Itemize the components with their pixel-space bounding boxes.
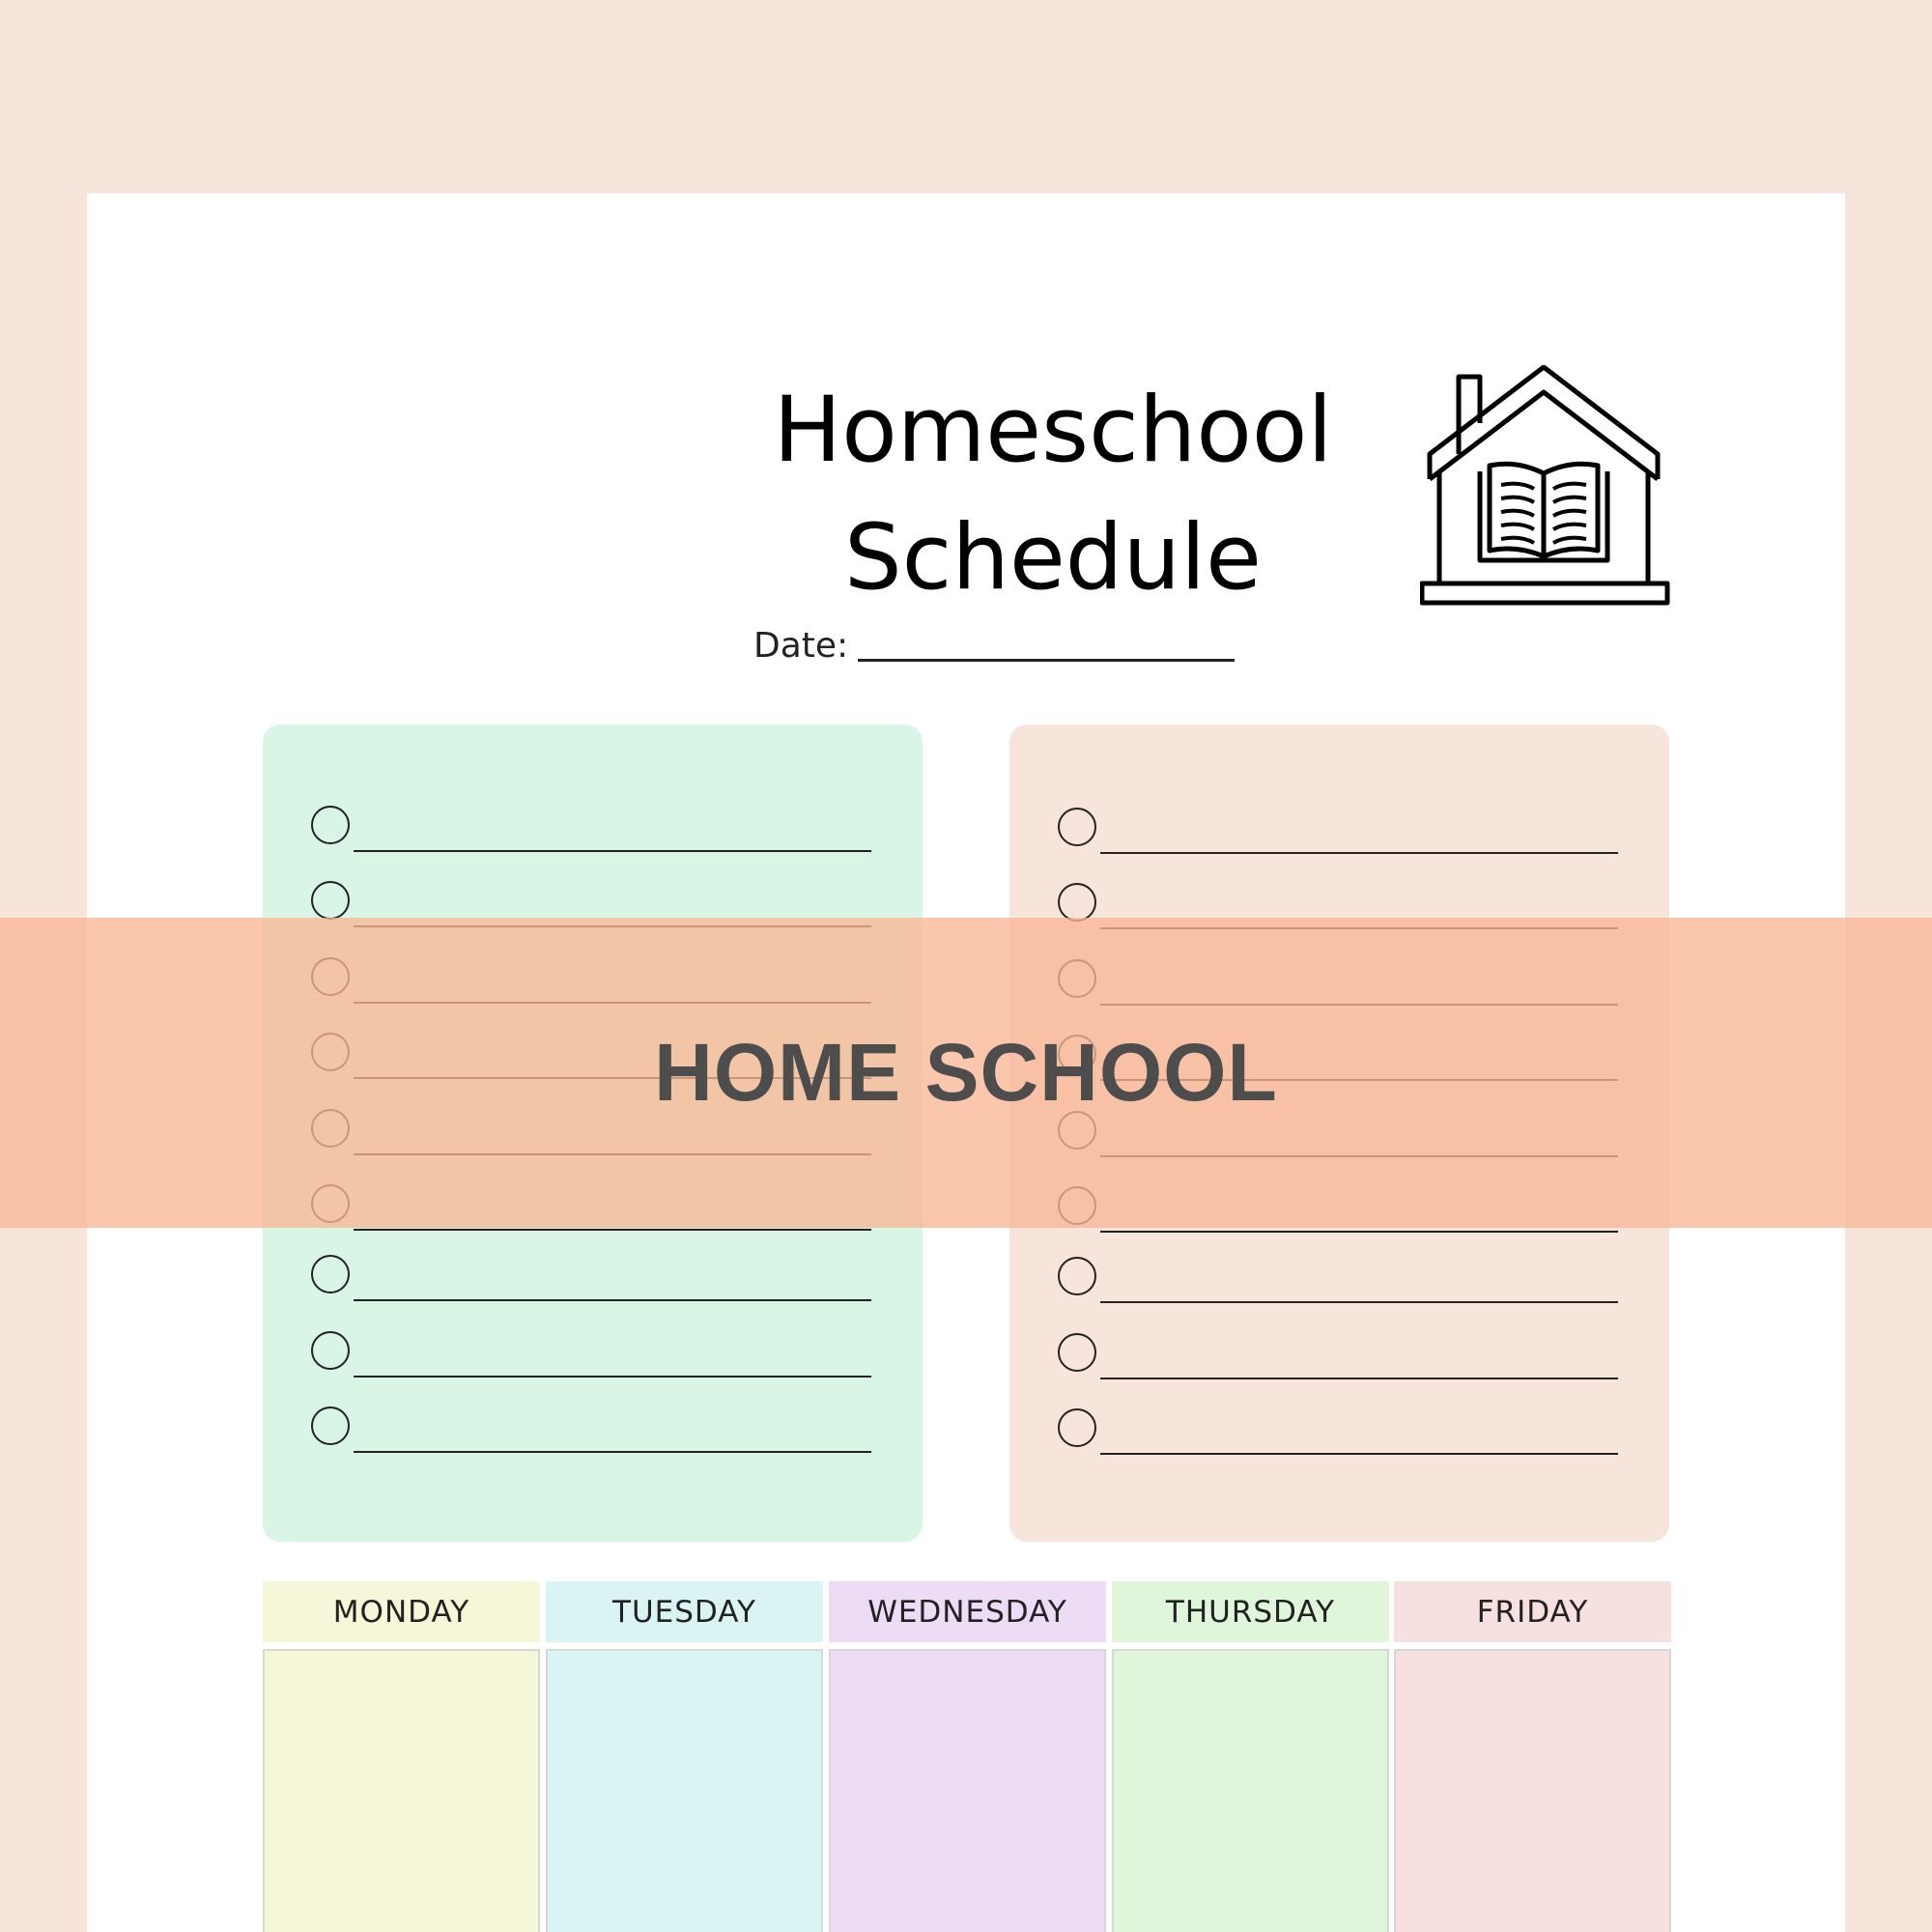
write-line (1100, 1231, 1618, 1233)
day-header: FRIDAY (1394, 1581, 1671, 1642)
date-field (753, 626, 1235, 666)
banner-text: HOME SCHOOL (654, 1027, 1278, 1118)
day-column-tuesday (546, 1581, 823, 1932)
checklist-row[interactable] (311, 1255, 876, 1301)
title-line-1: Homeschool (773, 378, 1333, 483)
write-line (1100, 1378, 1618, 1379)
checkbox-circle[interactable] (1058, 1257, 1096, 1295)
checkbox-circle[interactable] (311, 1331, 350, 1370)
day-notes-area[interactable] (829, 1649, 1106, 1932)
watermark-banner (0, 918, 1932, 1228)
checkbox-circle[interactable] (1058, 1408, 1096, 1447)
day-column-thursday (1112, 1581, 1389, 1932)
checkbox-circle[interactable] (311, 806, 350, 844)
date-label: Date: (753, 626, 849, 666)
weekday-grid (263, 1581, 1671, 1932)
write-line (354, 1451, 871, 1453)
day-column-wednesday (829, 1581, 1106, 1932)
write-line (1100, 1301, 1618, 1303)
page-title (667, 367, 1439, 622)
checklist-row[interactable] (1058, 808, 1623, 854)
day-column-monday (263, 1581, 540, 1932)
write-line (354, 1299, 871, 1301)
day-header: MONDAY (263, 1581, 540, 1642)
checklist-row[interactable] (311, 1331, 876, 1378)
day-notes-area[interactable] (1394, 1649, 1671, 1932)
date-write-line (858, 659, 1235, 662)
checklist-row[interactable] (1058, 1408, 1623, 1455)
checkbox-circle[interactable] (311, 881, 350, 920)
checkbox-circle[interactable] (1058, 883, 1096, 922)
write-line (1100, 852, 1618, 854)
day-notes-area[interactable] (546, 1649, 823, 1932)
day-header: TUESDAY (546, 1581, 823, 1642)
write-line (354, 850, 871, 852)
write-line (1100, 1453, 1618, 1455)
checklist-row[interactable] (1058, 1333, 1623, 1379)
checkbox-circle[interactable] (311, 1406, 350, 1445)
write-line (354, 1376, 871, 1378)
day-notes-area[interactable] (263, 1649, 540, 1932)
checklist-row[interactable] (311, 1406, 876, 1453)
checklist-row[interactable] (1058, 1257, 1623, 1303)
write-line (354, 1229, 871, 1231)
checkbox-circle[interactable] (1058, 808, 1096, 846)
day-header: WEDNESDAY (829, 1581, 1106, 1642)
house-book-icon (1420, 365, 1671, 607)
day-header: THURSDAY (1112, 1581, 1389, 1642)
checklist-row[interactable] (311, 806, 876, 852)
checkbox-circle[interactable] (311, 1255, 350, 1293)
day-column-friday (1394, 1581, 1671, 1932)
title-line-2: Schedule (844, 505, 1262, 611)
checkbox-circle[interactable] (1058, 1333, 1096, 1372)
day-notes-area[interactable] (1112, 1649, 1389, 1932)
